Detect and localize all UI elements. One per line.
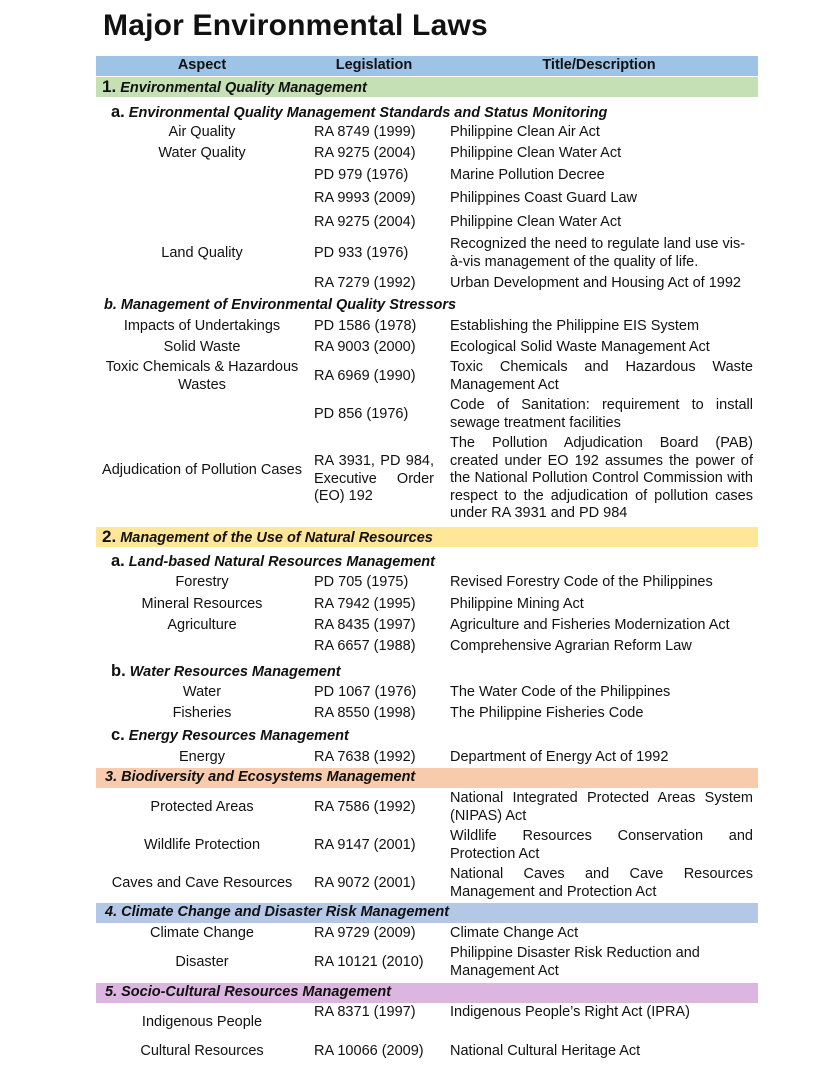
row-aspect: Energy (179, 749, 225, 765)
subsection-2a-heading: a. Land-based Natural Resources Management (111, 552, 435, 570)
row-title: Urban Development and Housing Act of 1992 (450, 275, 741, 291)
section-1-band (96, 77, 758, 97)
header-aspect: Aspect (177, 57, 227, 73)
row-legislation: PD 705 (1975) (314, 574, 409, 590)
row-legislation: RA 10066 (2009) (314, 1043, 424, 1059)
header-legislation: Legislation (335, 57, 413, 73)
row-title: Philippines Coast Guard Law (450, 190, 637, 206)
row-aspect: Agriculture (167, 617, 237, 633)
row-aspect: Disaster (175, 954, 229, 970)
row-title: National Caves and Cave Resources Management and Protection Act (450, 866, 753, 900)
section-4-band (96, 903, 758, 923)
row-aspect: Cultural Resources (140, 1043, 264, 1059)
row-title: The Philippine Fisheries Code (450, 705, 644, 721)
row-aspect: Fisheries (172, 705, 232, 721)
row-legislation: RA 8435 (1997) (314, 617, 416, 633)
row-aspect: Water (182, 684, 222, 700)
row-aspect: Indigenous People (141, 1014, 263, 1030)
row-title: Climate Change Act (450, 925, 579, 941)
row-title: Department of Energy Act of 1992 (450, 749, 669, 765)
row-title: Philippine Clean Water Act (450, 214, 622, 230)
row-title: Philippine Clean Water Act (450, 145, 622, 161)
section-1-heading: 1. Environmental Quality Management (102, 77, 367, 96)
row-aspect: Impacts of Undertakings (123, 318, 281, 334)
row-aspect: Water Quality (158, 145, 246, 161)
row-aspect: Protected Areas (150, 799, 254, 815)
row-aspect: Mineral Resources (141, 596, 263, 612)
row-title: Marine Pollution Decree (450, 167, 605, 183)
row-legislation: PD 979 (1976) (314, 167, 409, 183)
row-title: Establishing the Philippine EIS System (450, 318, 700, 334)
section-4-heading: 4. Climate Change and Disaster Risk Management (105, 904, 450, 920)
row-title: Philippine Disaster Risk Reduction and Management Act (450, 945, 700, 979)
row-aspect: Forestry (175, 574, 229, 590)
row-legislation: PD 1067 (1976) (314, 684, 417, 700)
row-legislation: RA 6657 (1988) (314, 638, 416, 654)
row-title: The Water Code of the Philippines (450, 684, 671, 700)
row-aspect: Air Quality (168, 124, 236, 140)
subsection-1b-heading: b. Management of Environmental Quality Stressors (104, 297, 457, 313)
row-legislation: RA 7279 (1992) (314, 275, 416, 291)
row-title: Revised Forestry Code of the Philippines (450, 574, 713, 590)
row-legislation: RA 8371 (1997) (314, 1004, 416, 1020)
row-legislation: RA 9275 (2004) (314, 214, 416, 230)
row-legislation: RA 8550 (1998) (314, 705, 416, 721)
subsection-1a-heading: a. Environmental Quality Management Standards and Status Monitoring (111, 103, 608, 121)
row-title: National Integrated Protected Areas System (NIPAS) Act (450, 790, 753, 824)
row-legislation: RA 9993 (2009) (314, 190, 416, 206)
row-legislation: RA 10121 (2010) (314, 954, 424, 970)
row-legislation: RA 7638 (1992) (314, 749, 416, 765)
row-aspect: Land Quality (161, 245, 243, 261)
subsection-2c-heading: c. Energy Resources Management (111, 726, 349, 744)
row-title: Wildlife Resources Conservation and Protection Act (450, 828, 753, 862)
header-title: Title/Description (542, 57, 656, 73)
row-title: Indigenous People’s Right Act (IPRA) (450, 1004, 690, 1020)
row-legislation: RA 9275 (2004) (314, 145, 416, 161)
row-legislation: RA 9147 (2001) (314, 837, 416, 853)
subsection-2b-heading: b. Water Resources Management (111, 662, 341, 680)
row-title: Philippine Mining Act (450, 596, 584, 612)
row-title: Toxic Chemicals and Hazardous Waste Management Act (450, 359, 753, 393)
row-title: Ecological Solid Waste Management Act (450, 339, 710, 355)
row-legislation: PD 856 (1976) (314, 406, 409, 422)
row-aspect: Toxic Chemicals & Hazardous Wastes (105, 359, 299, 393)
row-legislation: PD 1586 (1978) (314, 318, 417, 334)
row-legislation: RA 3931, PD 984, Executive Order (EO) 192 (314, 453, 434, 504)
section-2-band (96, 527, 758, 547)
row-legislation: PD 933 (1976) (314, 245, 409, 261)
section-5-heading: 5. Socio-Cultural Resources Management (105, 984, 392, 1000)
section-3-heading: 3. Biodiversity and Ecosystems Management (105, 769, 416, 785)
row-legislation: RA 6969 (1990) (314, 368, 416, 384)
row-legislation: RA 9003 (2000) (314, 339, 416, 355)
row-legislation: RA 9729 (2009) (314, 925, 416, 941)
row-aspect: Climate Change (150, 925, 254, 941)
row-title: The Pollution Adjudication Board (PAB) created under EO 192 assumes the power of the National Pollution Control Commission with respect to the adjudication of pollution cases under RA 3931 and PD 984 (450, 435, 753, 521)
page-title: Major Environmental Laws (103, 9, 488, 42)
section-3-band (96, 768, 758, 788)
row-aspect: Adjudication of Pollution Cases (102, 462, 302, 478)
row-aspect: Wildlife Protection (143, 837, 261, 853)
row-title: Philippine Clean Air Act (450, 124, 600, 140)
row-aspect: Solid Waste (163, 339, 241, 355)
section-2-heading: 2. Management of the Use of Natural Resources (102, 527, 433, 546)
row-legislation: RA 7942 (1995) (314, 596, 416, 612)
row-title: Agriculture and Fisheries Modernization Act (450, 617, 730, 633)
row-title: Recognized the need to regulate land use vis-à-vis management of the quality of life. (450, 236, 746, 270)
row-title: National Cultural Heritage Act (450, 1043, 641, 1059)
row-legislation: RA 9072 (2001) (314, 875, 416, 891)
row-aspect: Caves and Cave Resources (111, 875, 293, 891)
row-title: Code of Sanitation: requirement to install sewage treatment facilities (450, 397, 753, 431)
row-legislation: RA 7586 (1992) (314, 799, 416, 815)
row-legislation: RA 8749 (1999) (314, 124, 416, 140)
table-header (96, 56, 758, 76)
row-title: Comprehensive Agrarian Reform Law (450, 638, 692, 654)
section-5-band (96, 983, 758, 1003)
